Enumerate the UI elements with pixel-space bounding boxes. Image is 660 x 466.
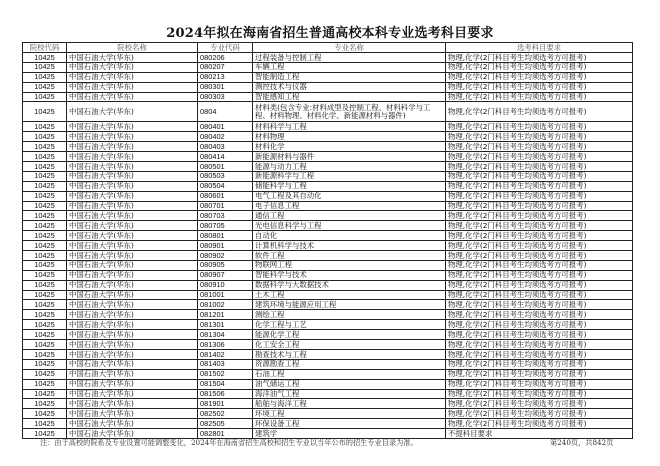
cell-school-name: 中国石油大学(华东) xyxy=(67,171,198,181)
cell-school-name: 中国石油大学(华东) xyxy=(67,399,198,409)
cell-major-code: 080414 xyxy=(198,152,253,162)
cell-requirement: 物理,化学(2门科目考生均须选考方可报考) xyxy=(446,171,633,181)
cell-school-name: 中国石油大学(华东) xyxy=(67,320,198,330)
cell-school-name: 中国石油大学(华东) xyxy=(67,419,198,429)
cell-major-code: 080905 xyxy=(198,260,253,270)
table-body xyxy=(23,53,633,439)
cell-major-code: 081301 xyxy=(198,320,253,330)
cell-major-name: 建筑环境与能源应用工程 xyxy=(253,300,446,310)
cell-school-code: 10425 xyxy=(23,251,67,261)
requirements-table xyxy=(22,42,633,439)
cell-major-name: 环保设备工程 xyxy=(253,419,446,429)
cell-major-name: 智能制造工程 xyxy=(253,72,446,82)
cell-school-code: 10425 xyxy=(23,310,67,320)
cell-school-code: 10425 xyxy=(23,53,67,63)
cell-school-code: 10425 xyxy=(23,72,67,82)
cell-major-code: 080701 xyxy=(198,201,253,211)
table-row xyxy=(23,162,633,172)
cell-school-name: 中国石油大学(华东) xyxy=(67,53,198,63)
cell-major-name: 新能源科学与工程 xyxy=(253,171,446,181)
cell-school-code: 10425 xyxy=(23,92,67,102)
table-row xyxy=(23,221,633,231)
table-row xyxy=(23,409,633,419)
cell-school-code: 10425 xyxy=(23,102,67,122)
cell-major-name: 能源化学工程 xyxy=(253,330,446,340)
cell-school-name: 中国石油大学(华东) xyxy=(67,429,198,439)
cell-major-name: 新能源材料与器件 xyxy=(253,152,446,162)
table-row xyxy=(23,330,633,340)
cell-school-name: 中国石油大学(华东) xyxy=(67,72,198,82)
cell-major-name: 智能感知工程 xyxy=(253,92,446,102)
cell-major-name: 电子信息工程 xyxy=(253,201,446,211)
cell-major-code: 0804 xyxy=(198,102,253,122)
cell-school-name: 中国石油大学(华东) xyxy=(67,349,198,359)
cell-school-name: 中国石油大学(华东) xyxy=(67,241,198,251)
table-row xyxy=(23,369,633,379)
cell-school-name: 中国石油大学(华东) xyxy=(67,300,198,310)
cell-school-name: 中国石油大学(华东) xyxy=(67,270,198,280)
cell-school-name: 中国石油大学(华东) xyxy=(67,162,198,172)
cell-major-code: 080301 xyxy=(198,82,253,92)
cell-requirement: 物理,化学(2门科目考生均须选考方可报考) xyxy=(446,310,633,320)
cell-major-code: 082502 xyxy=(198,409,253,419)
cell-major-name: 化学工程与工艺 xyxy=(253,320,446,330)
cell-major-name: 车辆工程 xyxy=(253,62,446,72)
cell-school-code: 10425 xyxy=(23,171,67,181)
cell-school-name: 中国石油大学(华东) xyxy=(67,330,198,340)
cell-requirement: 不提科目要求 xyxy=(446,429,633,439)
cell-school-name: 中国石油大学(华东) xyxy=(67,122,198,132)
cell-major-name: 建筑学 xyxy=(253,429,446,439)
cell-major-name: 软件工程 xyxy=(253,251,446,261)
cell-requirement: 物理,化学(2门科目考生均须选考方可报考) xyxy=(446,142,633,152)
cell-major-code: 081506 xyxy=(198,389,253,399)
cell-major-code: 080801 xyxy=(198,231,253,241)
cell-major-name: 自动化 xyxy=(253,231,446,241)
table-row xyxy=(23,419,633,429)
cell-requirement: 物理,化学(2门科目考生均须选考方可报考) xyxy=(446,251,633,261)
cell-requirement: 物理,化学(2门科目考生均须选考方可报考) xyxy=(446,389,633,399)
cell-school-name: 中国石油大学(华东) xyxy=(67,340,198,350)
cell-requirement: 物理,化学(2门科目考生均须选考方可报考) xyxy=(446,290,633,300)
cell-major-code: 081901 xyxy=(198,399,253,409)
cell-school-code: 10425 xyxy=(23,369,67,379)
cell-major-name: 环境工程 xyxy=(253,409,446,419)
cell-school-name: 中国石油大学(华东) xyxy=(67,181,198,191)
cell-school-code: 10425 xyxy=(23,389,67,399)
cell-major-code: 080303 xyxy=(198,92,253,102)
cell-major-code: 080901 xyxy=(198,241,253,251)
cell-major-name: 油气储运工程 xyxy=(253,379,446,389)
cell-school-code: 10425 xyxy=(23,191,67,201)
cell-school-name: 中国石油大学(华东) xyxy=(67,389,198,399)
cell-requirement: 物理,化学(2门科目考生均须选考方可报考) xyxy=(446,300,633,310)
cell-requirement: 物理,化学(2门科目考生均须选考方可报考) xyxy=(446,419,633,429)
cell-major-code: 080403 xyxy=(198,142,253,152)
cell-requirement: 物理,化学(2门科目考生均须选考方可报考) xyxy=(446,340,633,350)
table-header-row xyxy=(23,43,633,53)
cell-school-code: 10425 xyxy=(23,330,67,340)
cell-requirement: 物理,化学(2门科目考生均须选考方可报考) xyxy=(446,162,633,172)
cell-requirement: 物理,化学(2门科目考生均须选考方可报考) xyxy=(446,349,633,359)
cell-major-code: 080401 xyxy=(198,122,253,132)
cell-major-name: 材料科学与工程 xyxy=(253,122,446,132)
cell-school-code: 10425 xyxy=(23,142,67,152)
cell-major-code: 081306 xyxy=(198,340,253,350)
cell-major-name: 测控技术与仪器 xyxy=(253,82,446,92)
cell-major-code: 080213 xyxy=(198,72,253,82)
cell-school-code: 10425 xyxy=(23,290,67,300)
cell-requirement: 物理,化学(2门科目考生均须选考方可报考) xyxy=(446,191,633,201)
cell-major-name: 海洋油气工程 xyxy=(253,389,446,399)
table-row xyxy=(23,201,633,211)
table-row xyxy=(23,340,633,350)
header-school-code: 院校代码 xyxy=(23,43,67,53)
cell-requirement: 物理,化学(2门科目考生均须选考方可报考) xyxy=(446,132,633,142)
cell-major-name: 光电信息科学与工程 xyxy=(253,221,446,231)
table-row xyxy=(23,359,633,369)
cell-major-name: 测绘工程 xyxy=(253,310,446,320)
cell-major-name: 化工安全工程 xyxy=(253,340,446,350)
cell-major-name: 通信工程 xyxy=(253,211,446,221)
cell-major-name: 能源与动力工程 xyxy=(253,162,446,172)
cell-school-code: 10425 xyxy=(23,132,67,142)
cell-school-code: 10425 xyxy=(23,270,67,280)
table-row xyxy=(23,320,633,330)
table-row xyxy=(23,260,633,270)
table-row xyxy=(23,310,633,320)
table-row xyxy=(23,429,633,439)
table-row xyxy=(23,280,633,290)
cell-school-name: 中国石油大学(华东) xyxy=(67,152,198,162)
table-row xyxy=(23,62,633,72)
cell-major-name: 资源勘查工程 xyxy=(253,359,446,369)
cell-requirement: 物理,化学(2门科目考生均须选考方可报考) xyxy=(446,270,633,280)
cell-requirement: 物理,化学(2门科目考生均须选考方可报考) xyxy=(446,379,633,389)
cell-school-name: 中国石油大学(华东) xyxy=(67,231,198,241)
cell-school-code: 10425 xyxy=(23,162,67,172)
cell-requirement: 物理,化学(2门科目考生均须选考方可报考) xyxy=(446,62,633,72)
cell-major-name: 材料类(包含专业:材料成型及控制工程、材料科学与工程、材料物理、材料化学、新能源材料与器件) xyxy=(253,102,446,122)
cell-major-code: 081502 xyxy=(198,369,253,379)
cell-major-code: 082801 xyxy=(198,429,253,439)
cell-major-code: 080907 xyxy=(198,270,253,280)
cell-school-name: 中国石油大学(华东) xyxy=(67,221,198,231)
cell-requirement: 物理,化学(2门科目考生均须选考方可报考) xyxy=(446,201,633,211)
cell-school-name: 中国石油大学(华东) xyxy=(67,211,198,221)
cell-requirement: 物理,化学(2门科目考生均须选考方可报考) xyxy=(446,53,633,63)
cell-requirement: 物理,化学(2门科目考生均须选考方可报考) xyxy=(446,152,633,162)
cell-major-code: 080703 xyxy=(198,211,253,221)
cell-school-code: 10425 xyxy=(23,181,67,191)
cell-school-code: 10425 xyxy=(23,349,67,359)
cell-major-code: 081304 xyxy=(198,330,253,340)
cell-school-code: 10425 xyxy=(23,211,67,221)
cell-school-code: 10425 xyxy=(23,429,67,439)
table-row xyxy=(23,211,633,221)
table-row xyxy=(23,72,633,82)
table-row xyxy=(23,241,633,251)
cell-major-name: 计算机科学与技术 xyxy=(253,241,446,251)
table-row xyxy=(23,399,633,409)
cell-school-name: 中国石油大学(华东) xyxy=(67,142,198,152)
cell-major-code: 082505 xyxy=(198,419,253,429)
table-row xyxy=(23,349,633,359)
table-row xyxy=(23,300,633,310)
cell-major-code: 080504 xyxy=(198,181,253,191)
cell-requirement: 物理,化学(2门科目考生均须选考方可报考) xyxy=(446,221,633,231)
cell-school-name: 中国石油大学(华东) xyxy=(67,82,198,92)
cell-school-code: 10425 xyxy=(23,152,67,162)
cell-requirement: 物理,化学(2门科目考生均须选考方可报考) xyxy=(446,399,633,409)
cell-school-name: 中国石油大学(华东) xyxy=(67,290,198,300)
table-row xyxy=(23,92,633,102)
footnote: 注：由于高校的院系及专业设置可能调整变化，2024年在海南省招生高校和招生专业以当年公布的招生专业目录为准。 xyxy=(40,438,418,447)
cell-major-code: 080902 xyxy=(198,251,253,261)
cell-school-name: 中国石油大学(华东) xyxy=(67,310,198,320)
cell-requirement: 物理,化学(2门科目考生均须选考方可报考) xyxy=(446,280,633,290)
cell-school-code: 10425 xyxy=(23,399,67,409)
cell-school-name: 中国石油大学(华东) xyxy=(67,260,198,270)
cell-major-code: 081001 xyxy=(198,290,253,300)
cell-school-code: 10425 xyxy=(23,419,67,429)
cell-major-code: 080503 xyxy=(198,171,253,181)
cell-major-code: 081504 xyxy=(198,379,253,389)
cell-school-code: 10425 xyxy=(23,62,67,72)
cell-requirement: 物理,化学(2门科目考生均须选考方可报考) xyxy=(446,369,633,379)
table-row xyxy=(23,251,633,261)
cell-major-name: 船舶与海洋工程 xyxy=(253,399,446,409)
cell-requirement: 物理,化学(2门科目考生均须选考方可报考) xyxy=(446,92,633,102)
cell-major-name: 石油工程 xyxy=(253,369,446,379)
table-row xyxy=(23,191,633,201)
cell-school-code: 10425 xyxy=(23,340,67,350)
cell-major-name: 勘查技术与工程 xyxy=(253,349,446,359)
cell-major-code: 080705 xyxy=(198,221,253,231)
cell-requirement: 物理,化学(2门科目考生均须选考方可报考) xyxy=(446,320,633,330)
cell-major-code: 080207 xyxy=(198,62,253,72)
cell-requirement: 物理,化学(2门科目考生均须选考方可报考) xyxy=(446,241,633,251)
cell-requirement: 物理,化学(2门科目考生均须选考方可报考) xyxy=(446,330,633,340)
table-row xyxy=(23,152,633,162)
cell-school-name: 中国石油大学(华东) xyxy=(67,280,198,290)
header-major-name: 专业名称 xyxy=(253,43,446,53)
cell-major-code: 080601 xyxy=(198,191,253,201)
cell-requirement: 物理,化学(2门科目考生均须选考方可报考) xyxy=(446,211,633,221)
cell-requirement: 物理,化学(2门科目考生均须选考方可报考) xyxy=(446,359,633,369)
cell-school-name: 中国石油大学(华东) xyxy=(67,132,198,142)
cell-school-name: 中国石油大学(华东) xyxy=(67,409,198,419)
cell-school-name: 中国石油大学(华东) xyxy=(67,92,198,102)
cell-school-code: 10425 xyxy=(23,379,67,389)
page-indicator: 第240页，共842页 xyxy=(550,438,614,447)
table-row xyxy=(23,171,633,181)
cell-major-name: 材料物理 xyxy=(253,132,446,142)
cell-requirement: 物理,化学(2门科目考生均须选考方可报考) xyxy=(446,231,633,241)
table-row xyxy=(23,389,633,399)
cell-school-code: 10425 xyxy=(23,241,67,251)
cell-major-name: 储能科学与工程 xyxy=(253,181,446,191)
table-row xyxy=(23,379,633,389)
cell-school-code: 10425 xyxy=(23,409,67,419)
cell-major-code: 080206 xyxy=(198,53,253,63)
cell-major-code: 081002 xyxy=(198,300,253,310)
cell-major-code: 080910 xyxy=(198,280,253,290)
header-school-name: 院校名称 xyxy=(67,43,198,53)
cell-school-code: 10425 xyxy=(23,201,67,211)
cell-major-name: 智能科学与技术 xyxy=(253,270,446,280)
table-row xyxy=(23,181,633,191)
cell-school-code: 10425 xyxy=(23,122,67,132)
cell-requirement: 物理,化学(2门科目考生均须选考方可报考) xyxy=(446,102,633,122)
cell-requirement: 物理,化学(2门科目考生均须选考方可报考) xyxy=(446,122,633,132)
cell-requirement: 物理,化学(2门科目考生均须选考方可报考) xyxy=(446,72,633,82)
cell-school-name: 中国石油大学(华东) xyxy=(67,369,198,379)
table-row xyxy=(23,82,633,92)
cell-major-name: 过程装备与控制工程 xyxy=(253,53,446,63)
table-row xyxy=(23,142,633,152)
table-row xyxy=(23,290,633,300)
cell-major-name: 电气工程及其自动化 xyxy=(253,191,446,201)
cell-requirement: 物理,化学(2门科目考生均须选考方可报考) xyxy=(446,82,633,92)
cell-major-name: 土木工程 xyxy=(253,290,446,300)
table-row xyxy=(23,53,633,63)
cell-school-code: 10425 xyxy=(23,231,67,241)
table-row xyxy=(23,132,633,142)
cell-requirement: 物理,化学(2门科目考生均须选考方可报考) xyxy=(446,409,633,419)
cell-school-code: 10425 xyxy=(23,320,67,330)
cell-school-code: 10425 xyxy=(23,359,67,369)
cell-major-name: 材料化学 xyxy=(253,142,446,152)
header-major-code: 专业代码 xyxy=(198,43,253,53)
table-row xyxy=(23,122,633,132)
table-row xyxy=(23,231,633,241)
cell-school-name: 中国石油大学(华东) xyxy=(67,62,198,72)
header-requirement: 选考科目要求 xyxy=(446,43,633,53)
cell-school-name: 中国石油大学(华东) xyxy=(67,102,198,122)
cell-requirement: 物理,化学(2门科目考生均须选考方可报考) xyxy=(446,260,633,270)
cell-school-code: 10425 xyxy=(23,260,67,270)
cell-school-code: 10425 xyxy=(23,280,67,290)
cell-school-name: 中国石油大学(华东) xyxy=(67,359,198,369)
table-row xyxy=(23,102,633,122)
cell-school-name: 中国石油大学(华东) xyxy=(67,191,198,201)
cell-school-code: 10425 xyxy=(23,221,67,231)
cell-school-name: 中国石油大学(华东) xyxy=(67,379,198,389)
cell-requirement: 物理,化学(2门科目考生均须选考方可报考) xyxy=(446,181,633,191)
cell-school-name: 中国石油大学(华东) xyxy=(67,201,198,211)
table-row xyxy=(23,270,633,280)
cell-major-code: 081402 xyxy=(198,349,253,359)
cell-school-name: 中国石油大学(华东) xyxy=(67,251,198,261)
cell-major-code: 080501 xyxy=(198,162,253,172)
cell-school-code: 10425 xyxy=(23,300,67,310)
document-title: 2024年拟在海南省招生普通高校本科专业选考科目要求 xyxy=(166,26,494,41)
cell-major-name: 数据科学与大数据技术 xyxy=(253,280,446,290)
cell-major-code: 080402 xyxy=(198,132,253,142)
cell-school-code: 10425 xyxy=(23,82,67,92)
cell-major-name: 物联网工程 xyxy=(253,260,446,270)
cell-major-code: 081403 xyxy=(198,359,253,369)
cell-major-code: 081201 xyxy=(198,310,253,320)
